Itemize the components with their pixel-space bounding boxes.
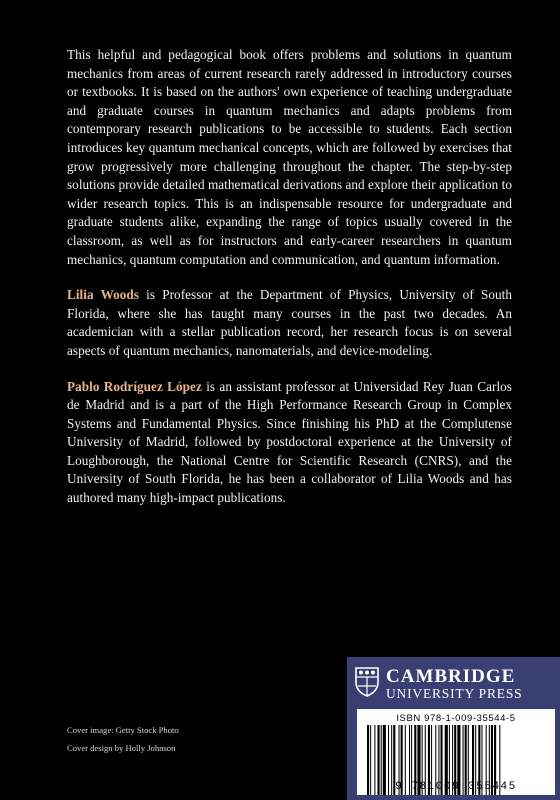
cover-design-credit: Cover design by Holly Johnson (67, 743, 176, 753)
barcode-number: 9 781009 355445 (395, 781, 517, 793)
barcode (357, 709, 555, 795)
author-bio-text: is Professor at the Department of Physics, University of South Florida, where she has taught many courses in the past two decades. An academician with a stellar publication record, her research focus is on several aspects of quantum mechanics, nanomaterials, and device-modeling. (67, 287, 512, 358)
author-bio-2 (67, 378, 512, 508)
publisher-logo (355, 665, 555, 705)
cover-image-credit: Cover image: Getty Stock Photo (67, 725, 179, 735)
cover-credits (67, 721, 179, 757)
author-bio-text: is an assistant professor at Universidad Rey Juan Carlos de Madrid and is a part of the High Performance Research Group in Complex Systems and Fundamental Physics. Since finishing his PhD at the Complutense University of Madrid, followed by postdoctoral experience at the University of Loughborough, the National Centre for Scientific Research (CNRS), and the University of South Florida, he has been a collaborator of Lilia Woods and has authored many high-impact publications. (67, 378, 512, 506)
isbn-label: ISBN 978-1-009-35544-5 (396, 713, 516, 724)
book-description: This helpful and pedagogical book offers problems and solutions in quantum mechanics from areas of current research rarely addressed in introductory courses or textbooks. It is based on the authors' own experience of teaching undergraduate and graduate courses in quantum mechanics and adapts problems from contemporary research publications to be accessible to students. Each section introduces key quantum mechanical concepts, which are followed by exercises that grow progressively more challenging throughout the chapter. The step-by-step solutions provide detailed mathematical derivations and explore their application to wider research topics. This is an indispensable resource for undergraduate and graduate students alike, expanding the range of topics usually covered in the classroom, as well as for instructors and early-career researchers in quantum mechanics, quantum computation and communication, and quantum information. (67, 47, 512, 267)
publisher-name: CAMBRIDGE (386, 666, 516, 687)
author-name: Pablo Rodríguez López (67, 378, 202, 394)
author-name: Lilia Woods (67, 287, 139, 303)
author-bio-1 (67, 286, 512, 360)
publisher-panel (347, 657, 560, 800)
cambridge-shield-icon (355, 667, 379, 697)
back-cover-text (67, 46, 512, 525)
publisher-subname: UNIVERSITY PRESS (386, 686, 523, 701)
